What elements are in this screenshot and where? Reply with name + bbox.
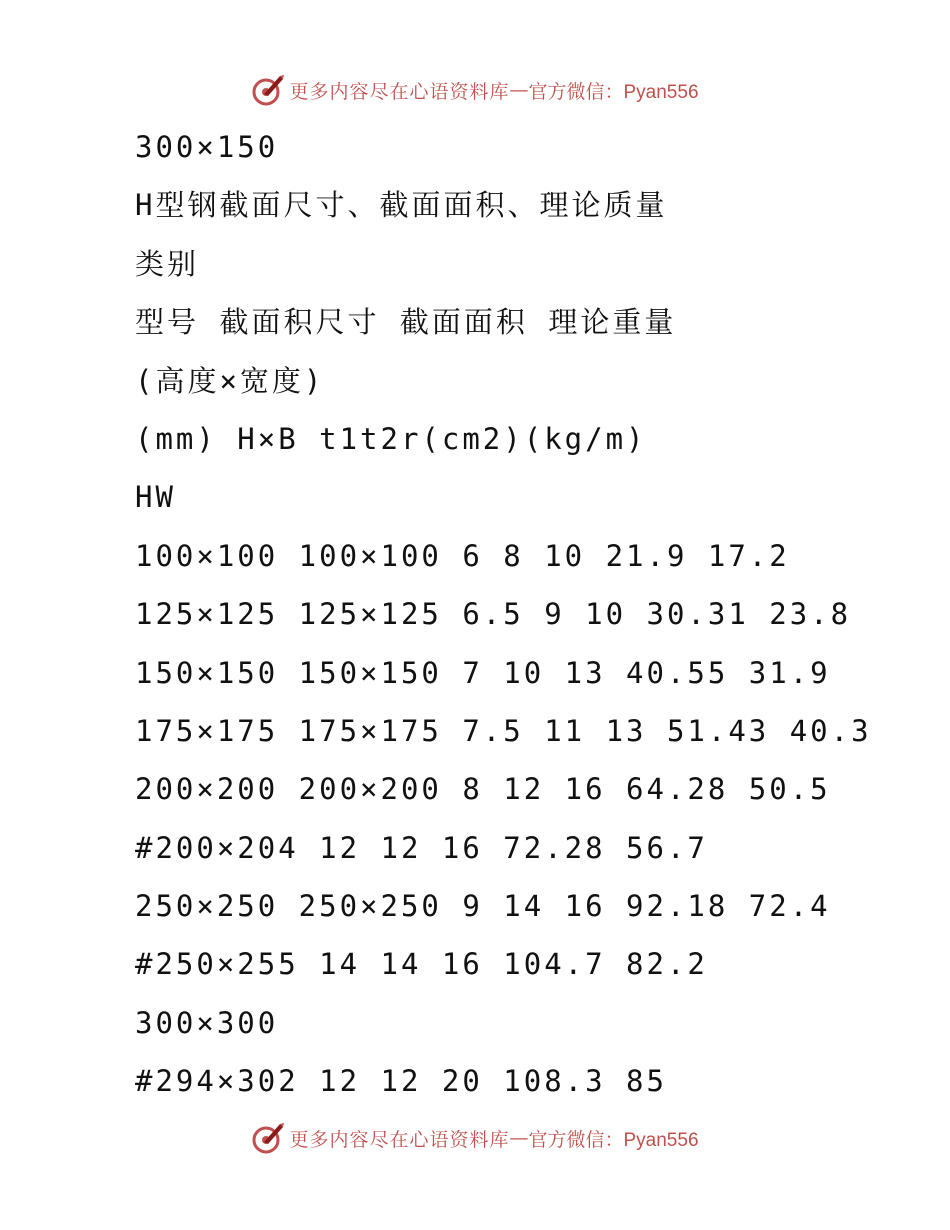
text-line: 类别: [135, 246, 200, 281]
text-line: 300×300: [135, 1005, 279, 1040]
watermark-wechat: 官方微信：Pyan556: [528, 1129, 699, 1151]
category-label: HW: [135, 480, 176, 515]
watermark-header: [0, 70, 950, 110]
pen-seal-icon: [251, 73, 285, 107]
column-header-line: (高度×宽度): [135, 363, 325, 398]
watermark-separator: —: [509, 79, 529, 101]
table-row: #294×302 12 12 20 108.3 85: [135, 1064, 667, 1099]
watermark-footer: [0, 1118, 950, 1158]
table-row: 175×175 175×175 7.5 11 13 51.43 40.3: [135, 713, 872, 748]
document-body: [135, 118, 935, 1111]
watermark-text: 更多内容尽在心语资料库: [289, 80, 510, 103]
column-header-line: (mm) H×B t1t2r(cm2)(kg/m): [135, 421, 647, 456]
table-row: 200×200 200×200 8 12 16 64.28 50.5: [135, 772, 831, 807]
text-line: 300×150: [135, 130, 279, 164]
column-header-line: 型号 截面积尺寸 截面面积 理论重量: [135, 305, 677, 340]
table-row: 250×250 250×250 9 14 16 92.18 72.4: [135, 889, 831, 924]
table-row: 100×100 100×100 6 8 10 21.9 17.2: [135, 538, 790, 573]
table-row: 150×150 150×150 7 10 13 40.55 31.9: [135, 655, 831, 690]
table-row: #200×204 12 12 16 72.28 56.7: [135, 830, 708, 865]
table-row: #250×255 14 14 16 104.7 82.2: [135, 947, 708, 982]
pen-seal-icon: [251, 1121, 285, 1155]
watermark-separator: —: [509, 1127, 529, 1149]
watermark-text: 更多内容尽在心语资料库: [289, 1128, 510, 1151]
table-row: 125×125 125×125 6.5 9 10 30.31 23.8: [135, 597, 852, 632]
watermark-wechat: 官方微信：Pyan556: [528, 81, 699, 103]
document-title: H型钢截面尺寸、截面面积、理论质量: [135, 188, 668, 223]
